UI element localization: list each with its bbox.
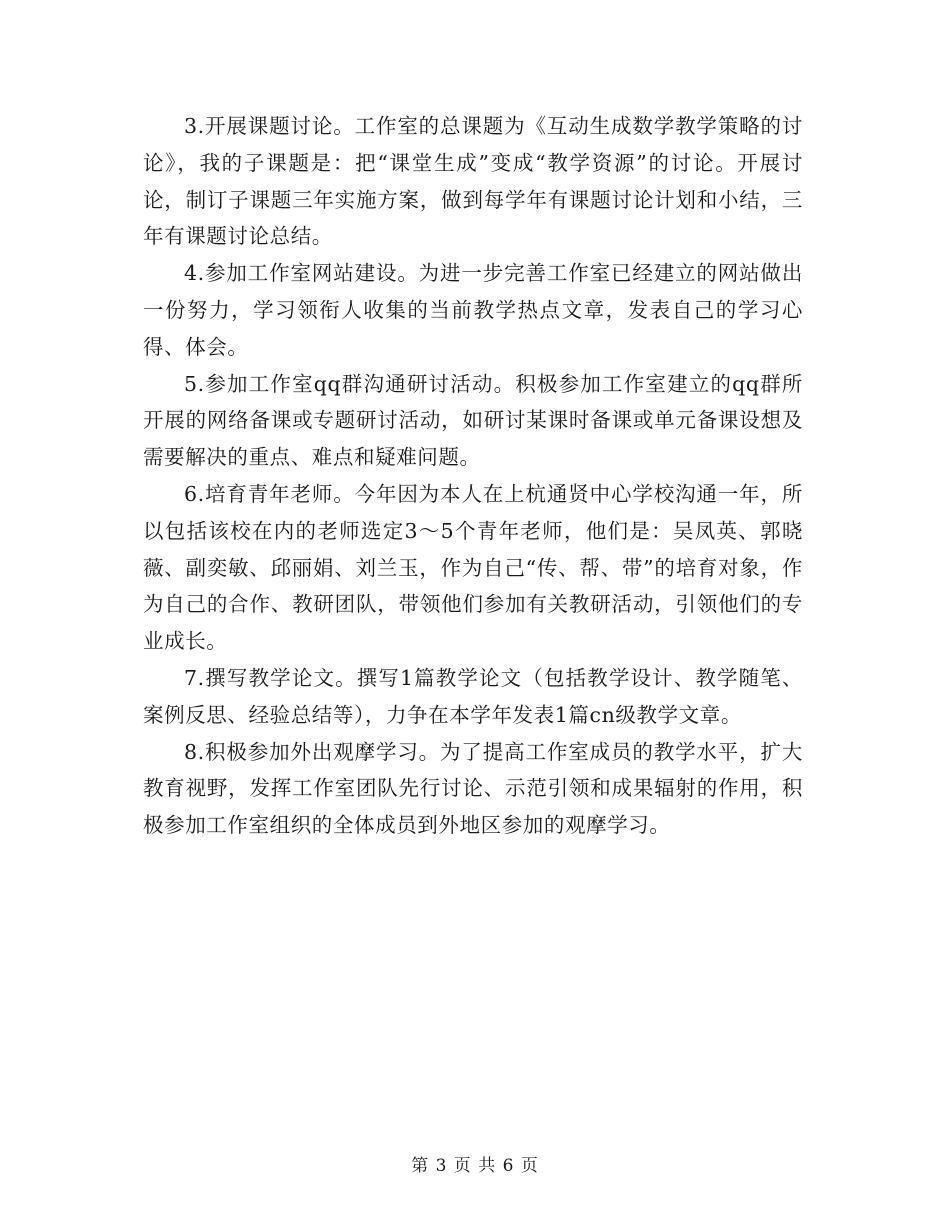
paragraph-item-7: 7.撰写教学论文。撰写1篇教学论文（包括教学设计、教学随笔、案例反思、经验总结等），力争在本学年发表1篇cn级教学文章。 <box>143 665 803 727</box>
paragraph-item-6: 6.培育青年老师。今年因为本人在上杭通贤中心学校沟通一年，所以包括该校在内的老师选定3～5个青年老师，他们是：吴凤英、郭晓薇、副奕敏、邱丽娟、刘兰玉，作为自己“传、帮、带”的培育对象，作为自己的合作、教研团队，带领他们参加有关教研活动，引领他们的专业成长。 <box>143 481 803 654</box>
document-body <box>143 108 803 844</box>
paragraph-item-8: 8.积极参加外出观摩学习。为了提高工作室成员的教学水平，扩大教育视野，发挥工作室团队先行讨论、示范引领和成果辐射的作用，积极参加工作室组织的全体成员到外地区参加的观摩学习。 <box>143 739 803 838</box>
paragraph-item-5: 5.参加工作室qq群沟通研讨活动。积极参加工作室建立的qq群所开展的网络备课或专题研讨活动，如研讨某课时备课或单元备课设想及需要解决的重点、难点和疑难问题。 <box>143 371 803 470</box>
page-number-footer: 第 3 页 共 6 页 <box>411 1156 539 1176</box>
paragraph-item-4: 4.参加工作室网站建设。为进一步完善工作室已经建立的网站做出一份努力，学习领衔人收集的当前教学热点文章，发表自己的学习心得、体会。 <box>143 261 803 359</box>
paragraph-item-3: 3.开展课题讨论。工作室的总课题为《互动生成数学教学策略的讨论》，我的子课题是：把“课堂生成”变成“教学资源”的讨论。开展讨论，制订子课题三年实施方案，做到每学年有课题讨论计划和小结，三年有课题讨论总结。 <box>143 114 803 249</box>
